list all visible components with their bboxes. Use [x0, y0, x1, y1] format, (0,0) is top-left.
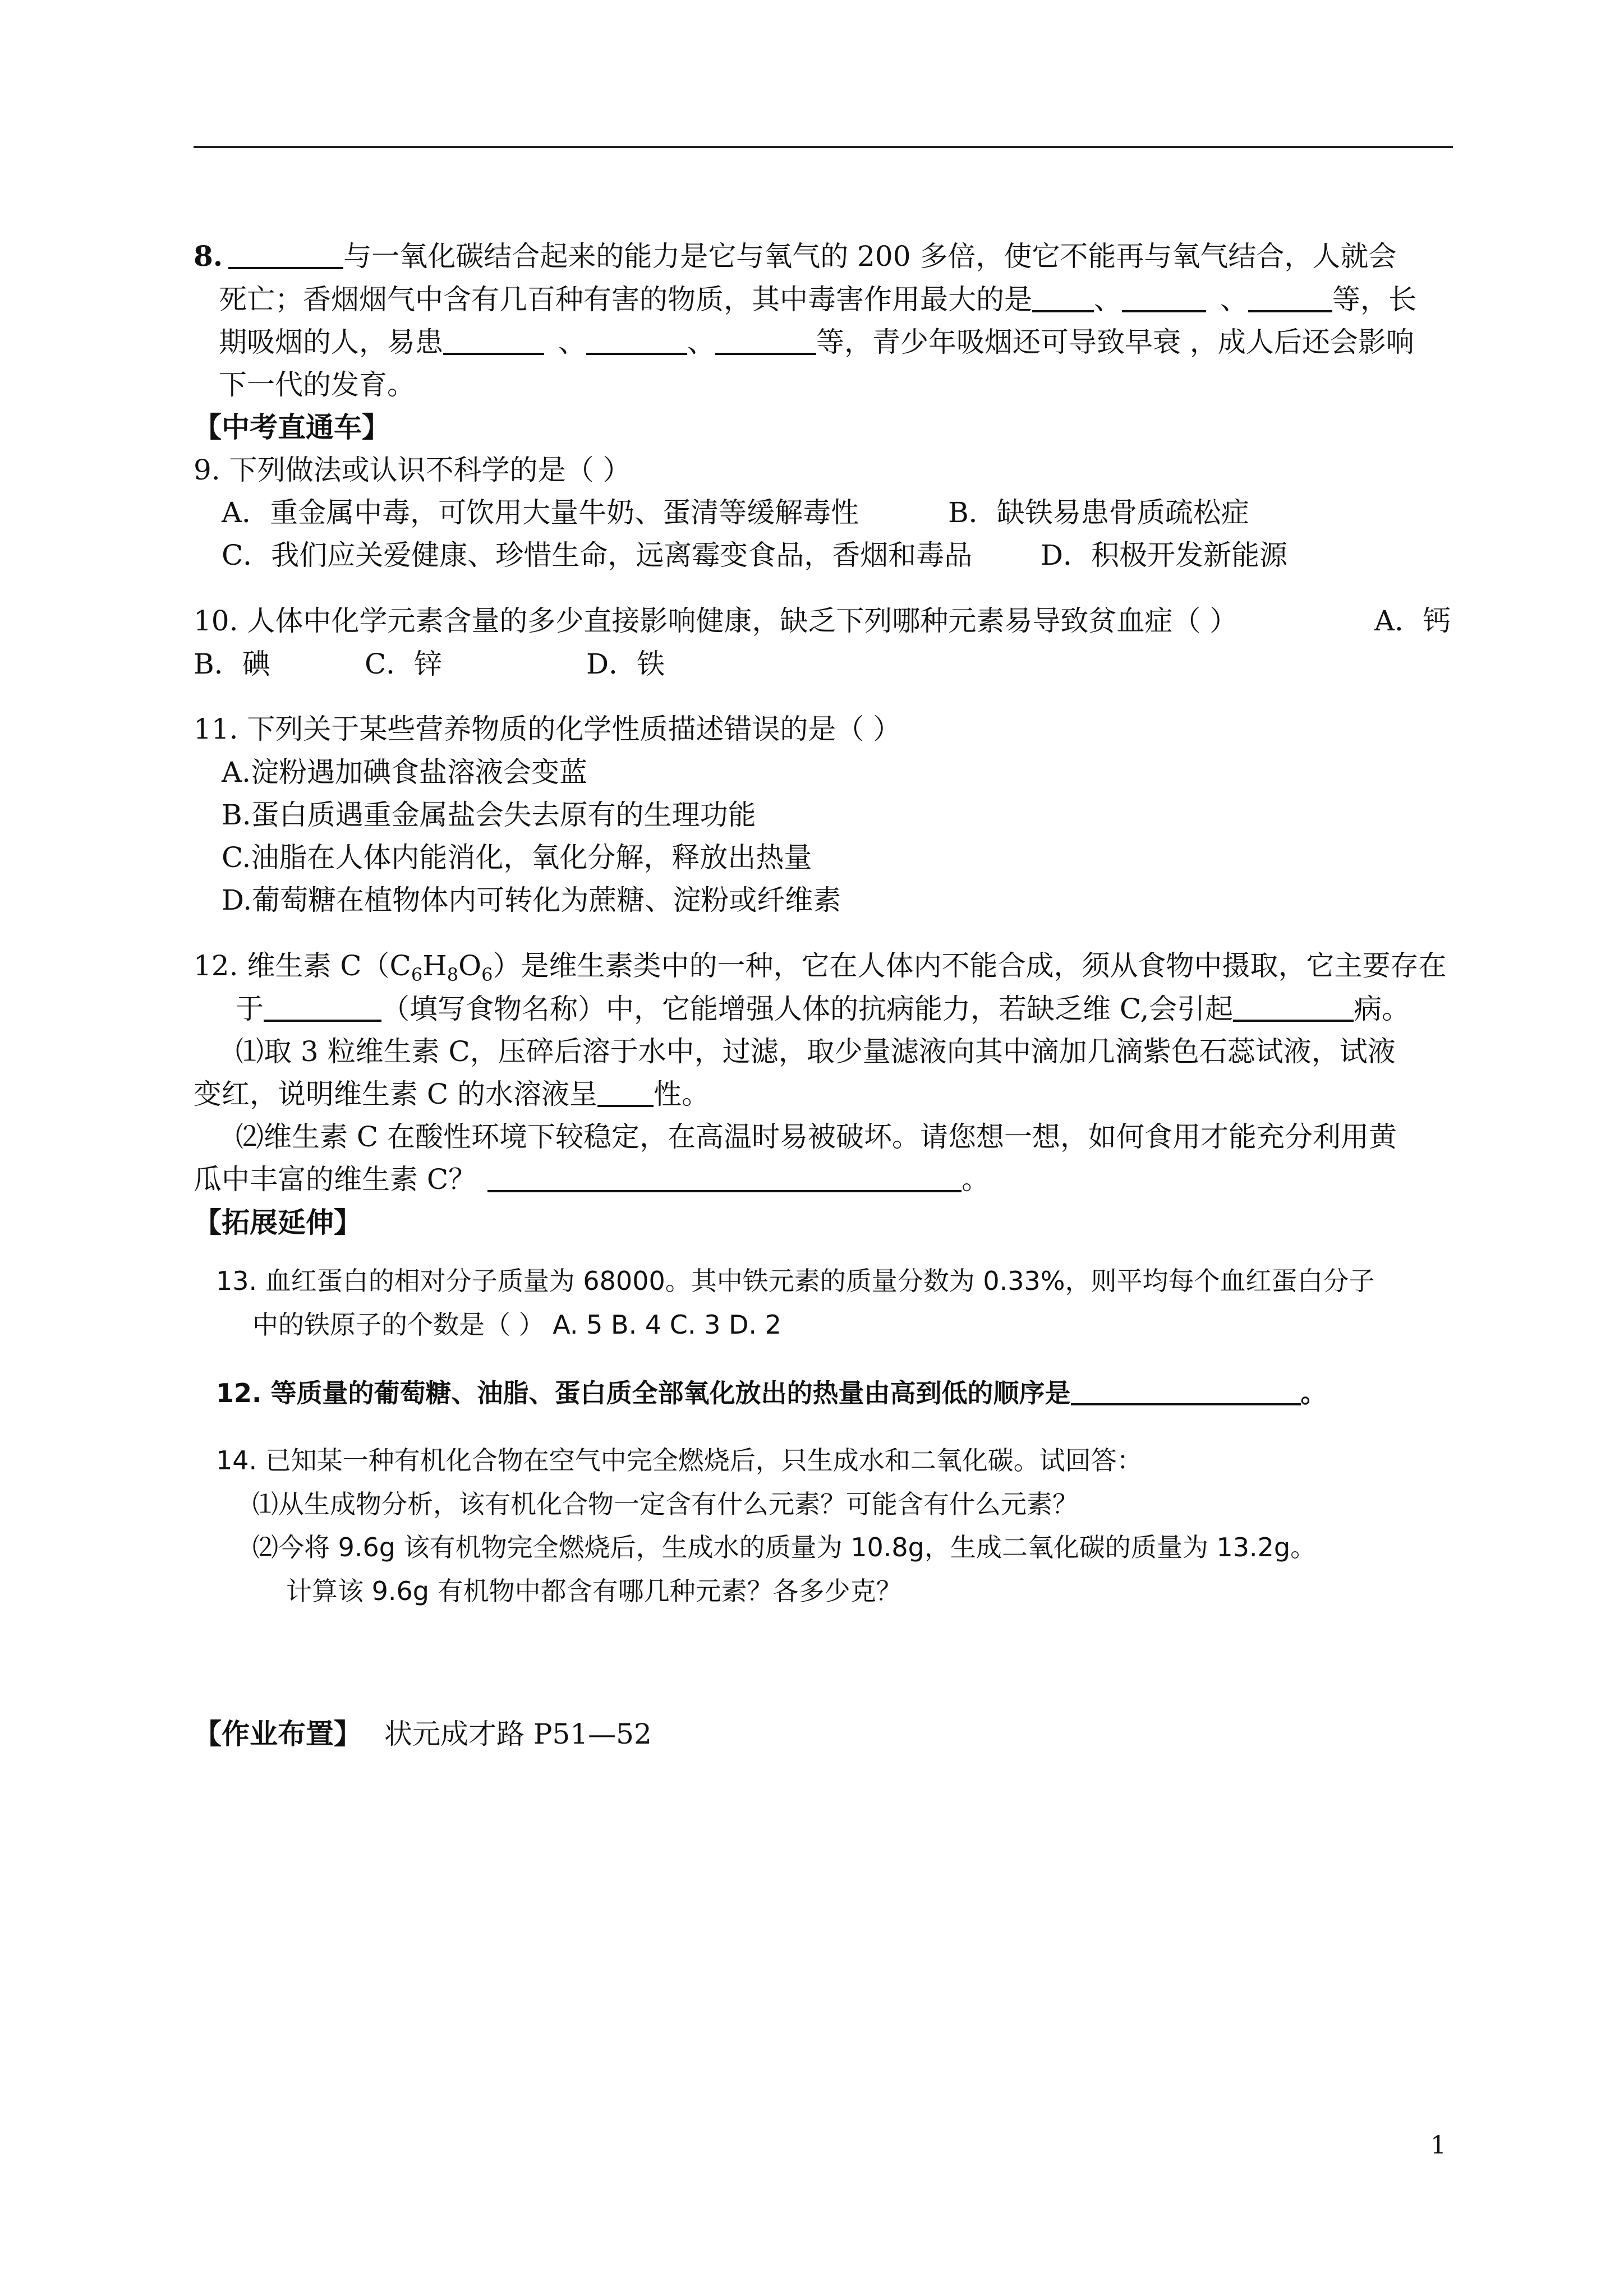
q10-option-d: D．铁 — [586, 648, 665, 680]
q8-number: 8. — [194, 239, 223, 273]
q8-blank-4[interactable] — [1248, 285, 1332, 312]
q12-part1-line-1: ⑴取 3 粒维生素 C，压碎后溶于水中，过滤，取少量滤液向其中滴加几滴紫色石蕊试液，试液 — [236, 1035, 1396, 1068]
q12b-order-blank[interactable] — [1071, 1378, 1301, 1405]
q8-line-3: 期吸烟的人，易患 、 、 等，青少年吸烟还可导致早衰 ，成人后还会影响 — [219, 326, 1414, 358]
header-rule — [194, 146, 1453, 148]
section-heading-extension: 【拓展延伸】 — [194, 1206, 362, 1239]
q9-option-c: C．我们应关爱健康、珍惜生命，远离霉变食品，香烟和毒品 — [222, 539, 973, 571]
q12-part1-line-2: 变红，说明维生素 C 的水溶液呈 性。 — [194, 1078, 710, 1110]
q13-line-1: 13. 血红蛋白的相对分子质量为 68000。其中铁元素的质量分数为 0.33%，则平均每个血红蛋白分子 — [216, 1266, 1375, 1296]
q12-food-blank[interactable] — [264, 995, 381, 1022]
q9-option-d: D．积极开发新能源 — [1041, 539, 1288, 571]
section-heading-exam: 【中考直通车】 — [194, 411, 390, 444]
q8-blank-3[interactable] — [1122, 285, 1206, 312]
q12-disease-blank[interactable] — [1233, 995, 1354, 1022]
q13-line-2: 中的铁原子的个数是（ ） A. 5 B. 4 C. 3 D. 2 — [252, 1310, 781, 1340]
q11-stem: 11. 下列关于某些营养物质的化学性质描述错误的是（ ） — [194, 713, 901, 745]
q11-option-b: B.蛋白质遇重金属盐会失去原有的生理功能 — [222, 799, 756, 831]
q10-stem: 10. 人体中化学元素含量的多少直接影响健康，缺乏下列哪种元素易导致贫血症（ ） — [194, 605, 1238, 637]
q12-line-1: 12. 维生素 $C(C_6H_8O_6)$是维生素类中的一种，它在人体内不能合成，须从食物中摄取，它主要存在 — [194, 949, 1447, 985]
q8-blank-5[interactable] — [443, 328, 544, 355]
q11-option-a: A.淀粉遇加碘食盐溶液会变蓝 — [222, 756, 588, 789]
page-number: 1 — [1430, 2131, 1446, 2160]
q12-method-blank[interactable] — [487, 1165, 961, 1192]
q9-option-b: B．缺铁易患骨质疏松症 — [948, 496, 1249, 529]
q12b-line: 12. 等质量的葡萄糖、油脂、蛋白质全部氧化放出的热量由高到低的顺序是 。 — [216, 1378, 1327, 1408]
q8-blank-7[interactable] — [715, 328, 816, 355]
q14-line-1: 14. 已知某一种有机化合物在空气中完全燃烧后，只生成水和二氧化碳。试回答： — [216, 1445, 1143, 1476]
q8-blank-2[interactable] — [1032, 285, 1094, 312]
q8-blank-1[interactable] — [228, 242, 343, 269]
q8-line-4: 下一代的发育。 — [219, 368, 415, 401]
q8-line-2: 死亡；香烟烟气中含有几百种有害的物质，其中毒害作用最大的是 、 、 等，长 — [219, 283, 1416, 316]
q8-line-1 — [194, 238, 1396, 274]
q10-option-b: B．碘 — [194, 648, 270, 680]
homework-text: 状元成才路 P51—52 — [384, 1718, 652, 1750]
q11-option-c: C.油脂在人体内能消化，氧化分解，释放出热量 — [222, 841, 812, 874]
homework-label: 【作业布置】 — [194, 1717, 362, 1750]
q8-text: 与一氧化碳结合起来的能力是它与氧气的 200 多倍，使它不能再与氧气结合，人就会 — [343, 240, 1397, 273]
q14-line-2: ⑴从生成物分析，该有机化合物一定含有什么元素？可能含有什么元素？ — [252, 1489, 1078, 1519]
q12-part2-line-1: ⑵维生素 C 在酸性环境下较稳定，在高温时易被破坏。请您想一想，如何食用才能充分利用黄 — [236, 1121, 1397, 1153]
q14-line-3: ⑵今将 9.6g 该有机物完全燃烧后，生成水的质量为 10.8g，生成二氧化碳的质量为 13.2g。 — [252, 1532, 1317, 1562]
homework-line — [194, 1716, 652, 1752]
q10-option-c: C．锌 — [365, 648, 443, 680]
q12-property-blank[interactable] — [597, 1080, 654, 1107]
q9-option-a: A．重金属中毒，可饮用大量牛奶、蛋清等缓解毒性 — [222, 496, 859, 529]
q8-blank-6[interactable] — [586, 328, 687, 355]
q14-line-4: 计算该 9.6g 有机物中都含有哪几种元素？各多少克？ — [286, 1576, 902, 1606]
q11-option-d: D.葡萄糖在植物体内可转化为蔗糖、淀粉或纤维素 — [222, 884, 841, 916]
q10-option-a: A．钙 — [1374, 605, 1451, 637]
q9-stem: 9. 下列做法或认识不科学的是（ ） — [194, 454, 631, 486]
q12-line-2: 于 （填写食物名称）中，它能增强人体的抗病能力，若缺乏维 C,会引起 病。 — [236, 993, 1410, 1025]
q12-part2-line-2: 瓜中丰富的维生素 C？ 。 — [194, 1163, 990, 1196]
